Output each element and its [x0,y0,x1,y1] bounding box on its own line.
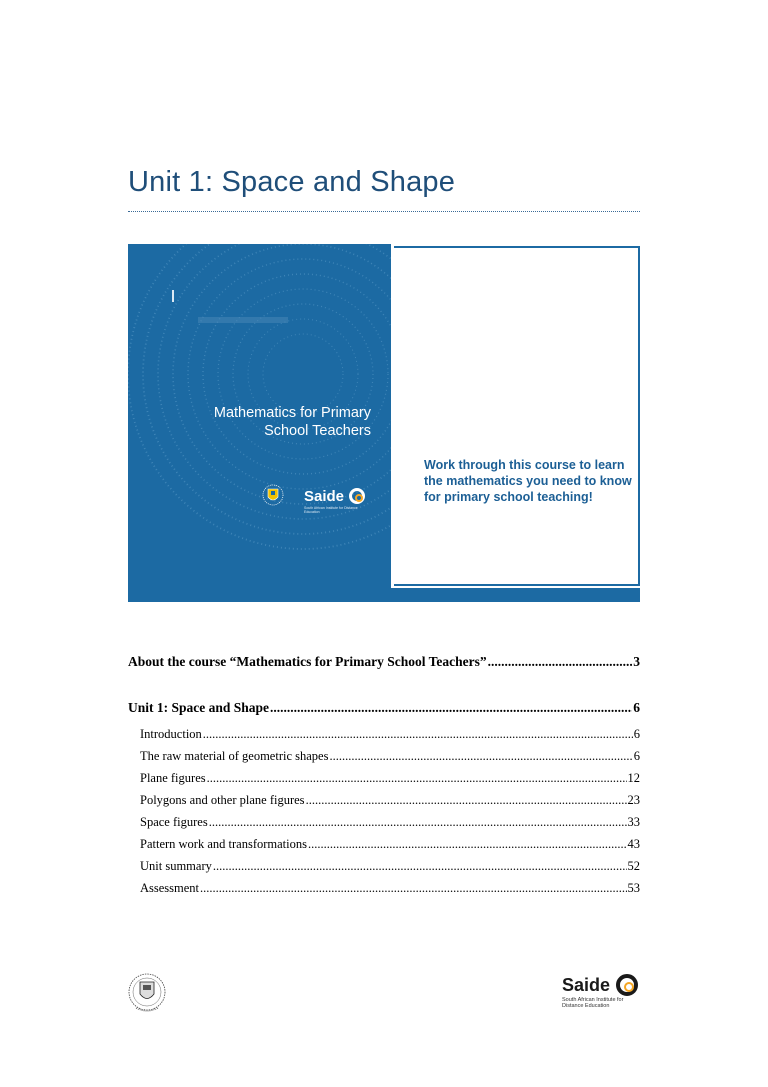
toc-entry-label: Space figures [140,815,208,829]
toc-leader [209,815,627,830]
toc-entry-page: 12 [627,771,640,785]
cover-title-line-1: Mathematics for Primary [213,405,371,421]
toc-entry[interactable] [140,727,640,742]
toc-entry-page: 6 [633,727,640,741]
title-divider [128,211,640,212]
saide-logo-icon [616,974,638,996]
toc-entry-page: 33 [627,815,640,829]
toc-entry[interactable] [140,749,640,764]
toc-entry-label: Unit 1: Space and Shape [128,700,270,715]
saide-subtitle: South African Institute for Distance Education [562,997,624,1009]
cover-saide-subtitle: South African Institute for Distance Education [304,506,358,514]
toc-entry[interactable] [140,771,640,786]
toc-leader [270,700,632,716]
cover-saide-wordmark: Saide [304,488,345,505]
toc-entry[interactable] [140,815,640,830]
toc-entry-label: Assessment [140,881,200,895]
toc-entry-page: 3 [633,654,640,669]
cover-bottom-band [128,588,640,602]
toc-leader [329,749,632,764]
toc-entry-page: 53 [627,881,640,895]
toc-entry[interactable] [140,859,640,874]
toc-entry-page: 43 [627,837,640,851]
toc-entry-page: 23 [627,793,640,807]
university-crest-icon [126,970,168,1018]
saide-wordmark: Saide [562,975,611,995]
cover-book-title [186,404,371,440]
toc-entry-label: Plane figures [140,771,206,785]
toc-entry[interactable] [128,654,640,670]
toc-entry-page: 6 [633,749,640,763]
toc-entry-label: Introduction [140,727,202,741]
toc-entry[interactable] [140,881,640,896]
toc-leader [306,793,627,808]
toc-entry-page: 52 [627,859,640,873]
toc-entry[interactable] [140,837,640,852]
toc-leader [308,837,627,852]
crest-icon [262,482,284,510]
toc-entry-label: The raw material of geometric shapes [140,749,329,763]
toc-entry[interactable] [128,700,640,716]
page-title: Unit 1: Space and Shape [128,166,456,198]
course-cover-image [128,244,640,602]
cover-white-panel [394,246,640,586]
saide-logo-icon [349,488,365,504]
toc-leader [203,727,633,742]
toc-entry-label: Pattern work and transformations [140,837,307,851]
toc-leader [207,771,627,786]
toc-entry-label: About the course “Mathematics for Primary School Teachers” [128,654,487,669]
toc-leader [488,654,633,670]
toc-entry-page: 6 [633,700,640,715]
cover-title-line-2: School Teachers [264,423,371,439]
toc-leader [213,859,627,874]
cover-tagline: Work through this course to learn the mathematics you need to know for primary school teaching! [424,458,632,504]
toc-entry-label: Polygons and other plane figures [140,793,305,807]
toc-entry-label: Unit summary [140,859,212,873]
toc-entry[interactable] [140,793,640,808]
toc-leader [200,881,626,896]
